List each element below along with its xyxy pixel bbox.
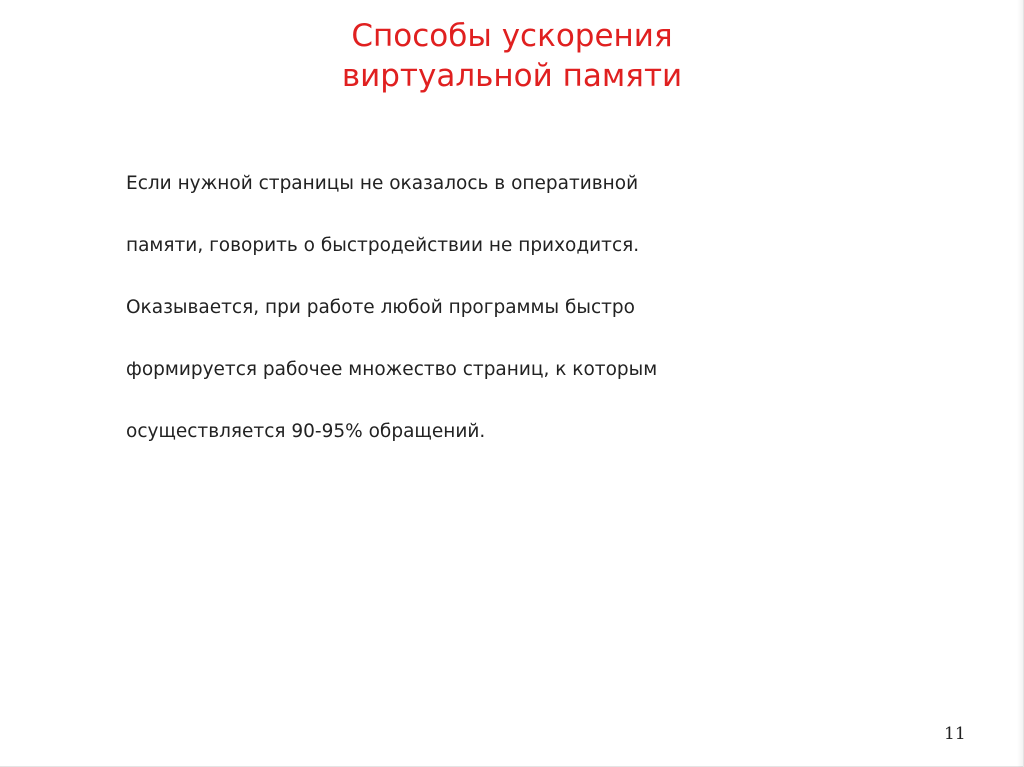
slide-title-line-2: виртуальной памяти <box>341 58 683 94</box>
body-line-3: Оказывается, при работе любой программы быстро <box>126 297 635 318</box>
slide-body-text <box>126 137 746 478</box>
page-number: 11 <box>944 724 966 744</box>
slide-title <box>0 16 1024 96</box>
body-line-1: Если нужной страницы не оказалось в оперативной <box>126 173 639 194</box>
slide-title-line-1: Способы ускорения <box>351 18 673 54</box>
page-edge-shadow <box>1017 0 1023 767</box>
body-line-5: осуществляется 90-95% обращений. <box>126 421 486 442</box>
body-line-2: памяти, говорить о быстродействии не приходится. <box>126 235 640 256</box>
body-line-4: формируется рабочее множество страниц, к которым <box>126 359 658 380</box>
